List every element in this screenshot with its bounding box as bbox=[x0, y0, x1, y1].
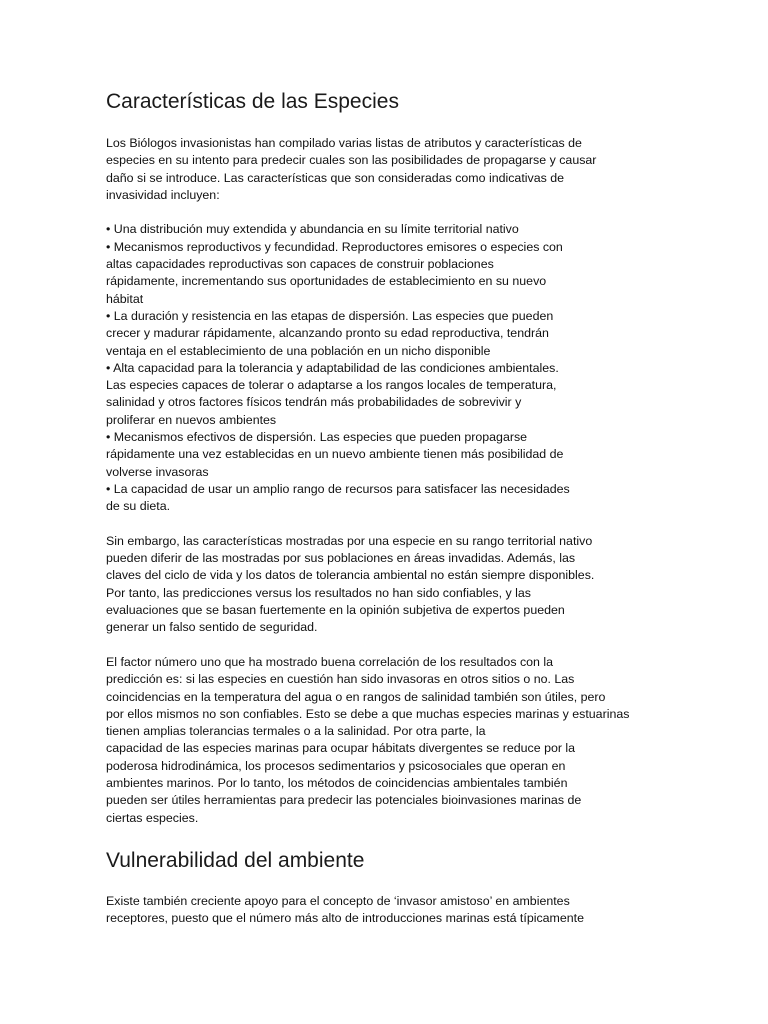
bullet-line: rápidamente una vez establecidas en un nuevo ambiente tienen más posibilidad de bbox=[106, 447, 564, 462]
text-line: receptores, puesto que el número más alto de introducciones marinas está típicamente bbox=[106, 911, 584, 926]
paragraph-gap bbox=[106, 637, 646, 654]
bullet-line: ventaja en el establecimiento de una población en un nicho disponible bbox=[106, 343, 491, 358]
paragraph-gap bbox=[106, 516, 646, 533]
text-line: El factor número uno que ha mostrado buena correlación de los resultados con la bbox=[106, 654, 554, 669]
text-line: claves del ciclo de vida y los datos de tolerancia ambiental no están siempre disponibles. bbox=[106, 568, 595, 583]
text-line: ambientes marinos. Por lo tanto, los métodos de coincidencias ambientales también bbox=[106, 775, 568, 790]
bullet-line: hábitat bbox=[106, 291, 144, 306]
section-heading-caracteristicas: Características de las Especies bbox=[106, 90, 399, 113]
text-line: poderosa hidrodinámica, los procesos sedimentarios y psicosociales que operan en bbox=[106, 758, 566, 773]
text-line: invasividad incluyen: bbox=[106, 187, 220, 202]
bullet-line: altas capacidades reproductivas son capaces de construir poblaciones bbox=[106, 257, 494, 272]
bullet-line: • Alta capacidad para la tolerancia y adaptabilidad de las condiciones ambientales. bbox=[106, 360, 559, 375]
bullet-line: • La capacidad de usar un amplio rango de recursos para satisfacer las necesidades bbox=[106, 481, 570, 496]
paragraph-sin-embargo bbox=[106, 533, 646, 637]
text-line: predicción es: si las especies en cuestión han sido invasoras en otros sitios o no. Las bbox=[106, 672, 575, 687]
bullet-line: proliferar en nuevos ambientes bbox=[106, 412, 277, 427]
bullet-line: crecer y madurar rápidamente, alcanzando pronto su edad reproductiva, tendrán bbox=[106, 326, 549, 341]
bullet-line: rápidamente, incrementando sus oportunidades de establecimiento en su nuevo bbox=[106, 274, 547, 289]
bullet-line: volverse invasoras bbox=[106, 464, 209, 479]
text-line: tienen amplias tolerancias termales o a la salinidad. Por otra parte, la bbox=[106, 724, 486, 739]
text-line: ciertas especies. bbox=[106, 810, 199, 825]
document-page bbox=[106, 88, 646, 927]
text-line: Existe también creciente apoyo para el concepto de ‘invasor amistoso’ en ambientes bbox=[106, 893, 570, 908]
text-line: Los Biólogos invasionistas han compilado varias listas de atributos y características de bbox=[106, 136, 582, 150]
bullet-list bbox=[106, 221, 646, 515]
intro-paragraph bbox=[106, 135, 646, 204]
bullet-line: salinidad y otros factores físicos tendrán más probabilidades de sobrevivir y bbox=[106, 395, 522, 410]
bullet-line: Las especies capaces de tolerar o adaptarse a los rangos locales de temperatura, bbox=[106, 378, 557, 393]
text-line: pueden ser útiles herramientas para predecir las potenciales bioinvasiones marinas de bbox=[106, 793, 582, 808]
section-heading-vulnerabilidad: Vulnerabilidad del ambiente bbox=[106, 848, 365, 872]
bullet-line: • La duración y resistencia en las etapas de dispersión. Las especies que pueden bbox=[106, 308, 554, 323]
text-line: Por tanto, las predicciones versus los resultados no han sido confiables, y las bbox=[106, 585, 531, 600]
text-line: generar un falso sentido de seguridad. bbox=[106, 620, 318, 635]
text-line: daño si se introduce. Las características que son consideradas como indicativas de bbox=[106, 170, 565, 185]
paragraph-factor-numero-uno bbox=[106, 654, 646, 827]
bullet-line: de su dieta. bbox=[106, 499, 171, 514]
bullet-line: • Mecanismos efectivos de dispersión. Las especies que pueden propagarse bbox=[106, 430, 528, 445]
text-line: por ellos mismos no son confiables. Esto se debe a que muchas especies marinas y estuarinas bbox=[106, 706, 630, 721]
text-line: evaluaciones que se basan fuertemente en la opinión subjetiva de expertos pueden bbox=[106, 603, 565, 618]
bullet-line: • Una distribución muy extendida y abundancia en su límite territorial nativo bbox=[106, 222, 519, 237]
text-line: coincidencias en la temperatura del agua o en rangos de salinidad también son útiles, pero bbox=[106, 689, 606, 704]
text-line: pueden diferir de las mostradas por sus poblaciones en áreas invadidas. Además, las bbox=[106, 551, 576, 566]
paragraph-existe-tambien bbox=[106, 893, 646, 928]
text-line: Sin embargo, las características mostradas por una especie en su rango territorial nativo bbox=[106, 533, 593, 548]
text-line: capacidad de las especies marinas para ocupar hábitats divergentes se reduce por la bbox=[106, 741, 576, 756]
bullet-line: • Mecanismos reproductivos y fecundidad. Reproductores emisores o especies con bbox=[106, 239, 563, 254]
text-line: especies en su intento para predecir cuales son las posibilidades de propagarse y causar bbox=[106, 153, 597, 168]
paragraph-gap bbox=[106, 204, 646, 221]
